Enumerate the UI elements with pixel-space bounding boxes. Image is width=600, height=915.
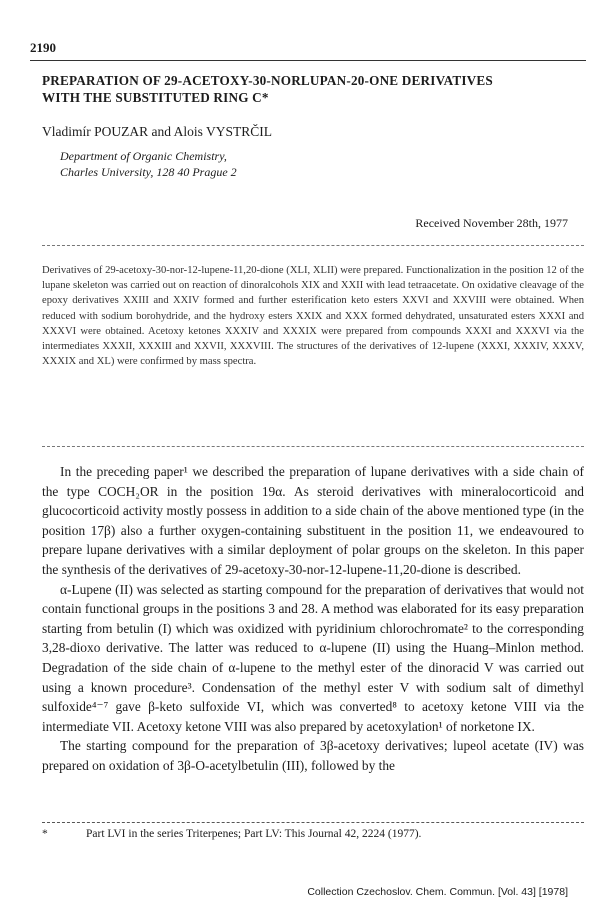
footnote-rule	[42, 822, 584, 823]
paragraph-3: The starting compound for the preparation of 3β-acetoxy derivatives; lupeol acetate (IV) was prepared on oxidation of 3β-O-acetylbetulin (III), followed by the	[42, 738, 584, 773]
footnote-text: Part LVI in the series Triterpenes; Part LV: This Journal 42, 2224 (1977).	[86, 828, 422, 840]
affiliation	[60, 148, 237, 180]
page-number: 2190	[30, 40, 56, 55]
affiliation-line-2: Charles University, 128 40 Prague 2	[60, 165, 237, 179]
journal-footer: Collection Czechoslov. Chem. Commun. [Vol. 43] [1978]	[307, 886, 568, 898]
title-line-2: WITH THE SUBSTITUTED RING C*	[42, 90, 269, 105]
abstract-bottom-rule	[42, 446, 584, 447]
title-line-1: PREPARATION OF 29-ACETOXY-30-NORLUPAN-20-ONE DERIVATIVES	[42, 73, 493, 88]
abstract	[42, 263, 584, 369]
header-rule	[30, 60, 586, 61]
body-text	[42, 462, 584, 776]
received-date: Received November 28th, 1977	[415, 216, 568, 230]
footnote-mark: *	[42, 828, 48, 840]
authors: Vladimír POUZAR and Alois VYSTRČIL	[42, 124, 273, 139]
paragraph-2: α-Lupene (II) was selected as starting compound for the preparation of derivatives that would not contain functional groups in the positions 3 and 28. A method was elaborated for its easy preparation starting from betulin (I) which was oxidized with pyridinium chlorochromate² to the corresponding 3,28-dioxo derivative. The latter was reduced to α-lupene (II) using the Huang–Minlon method. Degradation of the side chain of α-lupene to the methyl ester of the dinoracid V was carried out using a known procedure³. Condensation of the methyl ester V with sodium salt of dimethyl sulfoxide⁴⁻⁷ gave β-keto sulfoxide VI, which was converted⁸ to acetoxy ketone VIII via the intermediate VII. Acetoxy ketone VIII was also prepared by acetoxylation¹ of norketone IX.	[42, 581, 584, 734]
abstract-top-rule	[42, 245, 584, 246]
affiliation-line-1: Department of Organic Chemistry,	[60, 149, 227, 163]
footnote	[42, 828, 421, 840]
paragraph-1: In the preceding paper¹ we described the preparation of lupane derivatives with a side chain of the type COCH₂OR in the position 19α. As steroid derivatives with mineralocorticoid and glucocorticoid activity mostly possess in addition to a side chain of the above mentioned type (in the position 17β) also a further oxygen-containing substituent in the position 11, we endeavoured to prepare lupane derivatives with a similar deployment of polar groups on the skeleton. In this paper the synthesis of the derivatives of 29-acetoxy-30-nor-12-lupene-11,20-dione is described.	[42, 464, 584, 577]
article-title	[42, 72, 582, 106]
abstract-text: Derivatives of 29-acetoxy-30-nor-12-lupene-11,20-dione (XLI, XLII) were prepared. Functionalization in the position 12 of the lupane skeleton was carried out on reaction of dinoralcohols XIX and XXII with lead tetraacetate. On oxidative cleavage of the epoxy derivatives XXIII and XXIV formed and further esterification keto esters XXVI and XXVIII were obtained. When reduced with sodium borohydride, and the hydroxy esters XXIX and XXX formed dehydrated, unsaturated esters XXXI and XXXVI were obtained. Acetoxy ketones XXXIV and XXXIX were prepared from compounds XXXI and XXXVI via the intermediates XXXII, XXXIII and XXVII, XXXVIII. The structures of the derivatives of 12-lupene (XXXI, XXXIV, XXXV, XXXIX and XL) were confirmed by mass spectra.	[42, 265, 584, 368]
